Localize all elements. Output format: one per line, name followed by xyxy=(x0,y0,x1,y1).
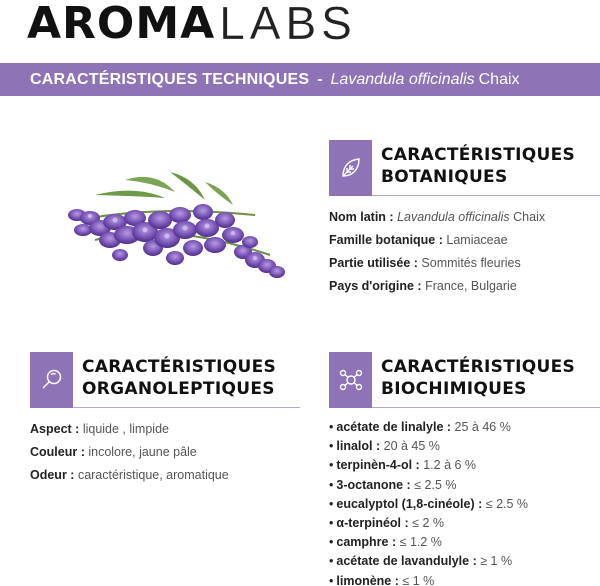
item-value: incolore, jaune pâle xyxy=(88,445,197,459)
bullet-icon: • xyxy=(329,458,334,473)
list-item xyxy=(329,572,600,586)
item-label: α-terpinéol : xyxy=(336,516,409,531)
bullet-icon: • xyxy=(329,477,334,492)
title-banner xyxy=(0,63,600,96)
section-title xyxy=(73,352,276,407)
item-label: terpinèn-4-ol : xyxy=(336,458,420,473)
section-title-line1: CARACTÉRISTIQUES xyxy=(82,357,277,377)
item-value: caractéristique, aromatique xyxy=(77,468,229,482)
section-title-line2: BIOCHIMIQUES xyxy=(381,379,527,399)
item-value: ≤ 1 % xyxy=(402,573,435,586)
logo-bold-text: AROMA xyxy=(27,0,216,49)
section-title-line2: BOTANIQUES xyxy=(381,167,508,187)
item-label: 3-octanone : xyxy=(336,477,411,492)
item-value: ≤ 2.5 % xyxy=(485,496,529,511)
list-item xyxy=(30,441,300,464)
item-label: Couleur : xyxy=(30,445,85,459)
list-item xyxy=(329,437,600,456)
list-item xyxy=(30,418,300,441)
leaf-icon xyxy=(329,140,372,196)
item-label: acétate de lavandulyle : xyxy=(336,554,477,569)
item-label: acétate de linalyle : xyxy=(336,420,452,434)
list-item xyxy=(329,476,600,495)
item-label: Aspect : xyxy=(30,422,80,436)
logo-light-text: LABS xyxy=(219,0,357,49)
item-value: 25 à 46 % xyxy=(454,420,511,434)
item-label: Nom latin : xyxy=(329,210,394,224)
item-value: France, Bulgarie xyxy=(425,279,517,293)
bullet-icon: • xyxy=(329,420,334,434)
list-item xyxy=(329,229,600,252)
bullet-icon: • xyxy=(329,516,334,531)
section-organoleptiques xyxy=(30,352,300,487)
section-botaniques xyxy=(329,140,600,298)
item-label: camphre : xyxy=(336,535,397,550)
item-label: Pays d'origine : xyxy=(329,279,422,293)
item-label: Famille botanique : xyxy=(329,233,443,247)
section-title-line2: ORGANOLEPTIQUES xyxy=(82,379,275,399)
section-title xyxy=(372,352,575,407)
banner-separator: - xyxy=(317,70,323,88)
item-value: 1.2 à 6 % xyxy=(423,458,477,473)
section-header xyxy=(329,352,600,408)
list-item xyxy=(329,514,600,533)
biochimique-list xyxy=(329,418,600,586)
item-label: limonène : xyxy=(336,573,399,586)
item-value: Sommités fleuries xyxy=(421,256,521,270)
item-label: Odeur : xyxy=(30,468,75,482)
item-value: Lamiaceae xyxy=(446,233,508,247)
item-value-italic: Lavandula officinalis xyxy=(397,210,510,224)
item-value: ≤ 1.2 % xyxy=(399,535,442,550)
list-item xyxy=(329,495,600,514)
list-item xyxy=(329,533,600,552)
magnifier-icon xyxy=(30,352,73,408)
banner-author: Chaix xyxy=(478,70,520,88)
item-label: Partie utilisée : xyxy=(329,256,418,270)
molecule-icon xyxy=(329,352,372,408)
list-item xyxy=(329,252,600,275)
bullet-icon: • xyxy=(329,439,334,454)
item-value: liquide , limpide xyxy=(82,422,169,436)
banner-species: Lavandula officinalis xyxy=(330,70,475,88)
list-item xyxy=(329,275,600,298)
brand-logo xyxy=(27,0,357,49)
section-title-line1: CARACTÉRISTIQUES xyxy=(381,145,576,165)
banner-title: CARACTÉRISTIQUES TECHNIQUES xyxy=(30,70,310,88)
bullet-icon: • xyxy=(329,573,334,586)
bullet-icon: • xyxy=(329,535,334,550)
item-value: Chaix xyxy=(513,210,546,224)
item-value: ≥ 1 % xyxy=(480,554,513,569)
item-label: linalol : xyxy=(336,439,381,454)
botanique-list xyxy=(329,206,600,298)
item-label: eucalyptol (1,8-cinéole) : xyxy=(336,496,483,511)
lavender-illustration xyxy=(55,160,295,290)
section-header xyxy=(329,140,600,196)
section-biochimiques xyxy=(329,352,600,586)
list-item xyxy=(329,206,600,229)
list-item xyxy=(329,456,600,475)
section-header xyxy=(30,352,300,408)
list-item xyxy=(329,552,600,571)
organoleptique-list xyxy=(30,418,300,487)
bullet-icon: • xyxy=(329,554,334,569)
item-value: ≤ 2 % xyxy=(412,516,445,531)
list-item xyxy=(329,418,600,437)
section-title-line1: CARACTÉRISTIQUES xyxy=(381,357,576,377)
item-value: 20 à 45 % xyxy=(383,439,440,454)
item-value: ≤ 2.5 % xyxy=(414,477,457,492)
bullet-icon: • xyxy=(329,496,334,511)
section-title xyxy=(372,140,575,195)
list-item xyxy=(30,464,300,487)
